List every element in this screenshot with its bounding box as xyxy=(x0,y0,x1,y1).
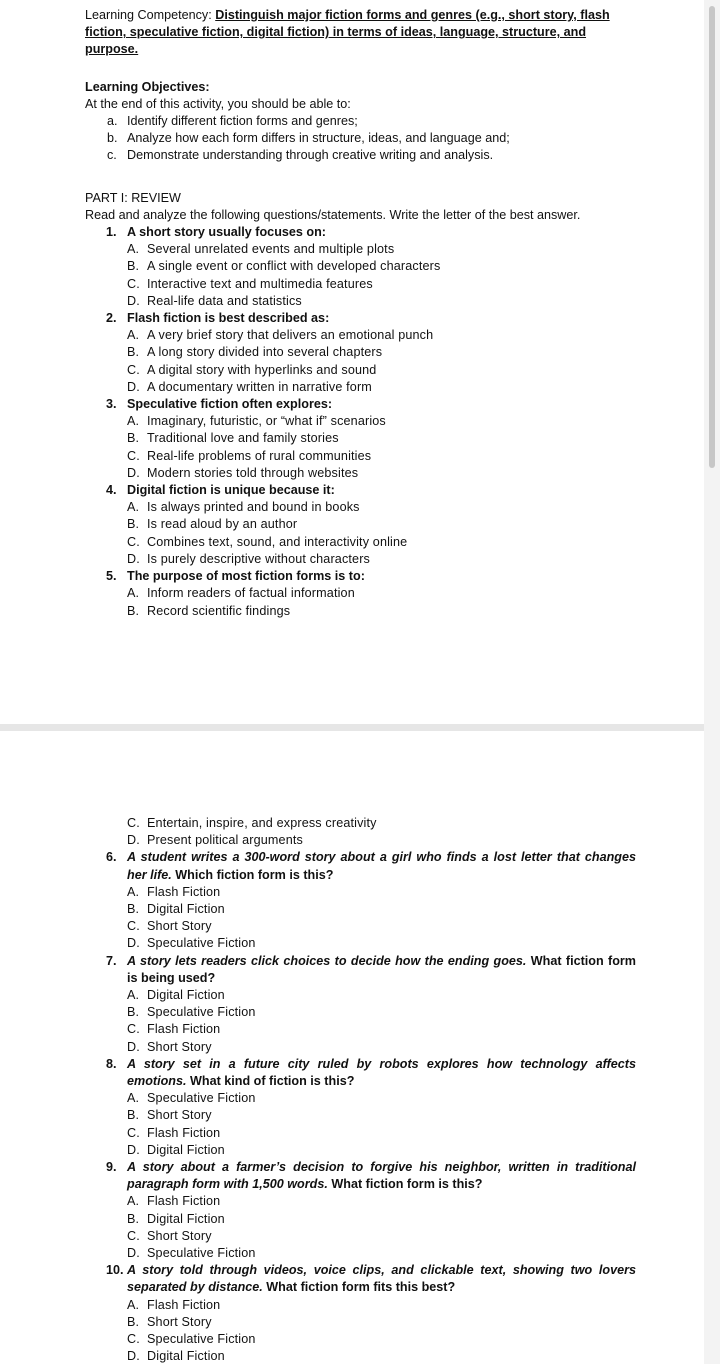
objectives-intro: At the end of this activity, you should be able to: xyxy=(85,96,351,111)
page-2-content xyxy=(85,815,636,1366)
question-prompt: Which fiction form is this? xyxy=(171,867,334,882)
question-item xyxy=(85,568,636,620)
option-text: Digital Fiction xyxy=(147,1142,225,1157)
objectives-list xyxy=(85,113,636,165)
option-letter: A. xyxy=(127,586,140,601)
question-stem xyxy=(85,1262,636,1296)
option-text: Digital Fiction xyxy=(147,1349,225,1364)
answer-option xyxy=(127,499,636,516)
objective-item xyxy=(107,130,636,147)
question-item xyxy=(85,1056,636,1159)
option-text: Short Story xyxy=(147,1314,212,1329)
option-text: Flash Fiction xyxy=(147,1297,221,1312)
question-stem xyxy=(85,482,636,499)
option-text: Flash Fiction xyxy=(147,884,221,899)
question-scenario: A story set in a future city ruled by robots explores how technology affects emotions. xyxy=(127,1056,636,1089)
answer-option xyxy=(127,1331,636,1348)
option-letter: B. xyxy=(127,345,140,360)
question-text: Speculative fiction often explores: xyxy=(127,397,333,412)
answer-options xyxy=(85,1193,636,1262)
option-text: Entertain, inspire, and express creativity xyxy=(147,816,377,830)
question-number: 9. xyxy=(106,1160,117,1175)
question-number: 3. xyxy=(106,397,117,412)
answer-option xyxy=(127,516,636,533)
scrollbar-track[interactable] xyxy=(704,0,720,1364)
option-text: Digital Fiction xyxy=(147,988,225,1003)
option-letter: C. xyxy=(127,816,140,830)
question-item xyxy=(85,310,636,396)
question-list-page-1 xyxy=(85,224,636,620)
answer-option xyxy=(127,918,636,935)
answer-options xyxy=(85,987,636,1056)
question-scenario: A story lets readers click choices to decide how the ending goes. xyxy=(127,953,527,968)
answer-option xyxy=(127,344,636,361)
option-text: A long story divided into several chapters xyxy=(147,345,383,360)
objective-item xyxy=(107,147,636,164)
question-item xyxy=(85,482,636,568)
question-item xyxy=(85,1262,636,1365)
option-letter: A. xyxy=(127,1297,140,1312)
option-letter: D. xyxy=(127,936,140,951)
question-text: Digital fiction is unique because it: xyxy=(127,483,335,498)
answer-option xyxy=(127,327,636,344)
question-prompt: What fiction form is this? xyxy=(327,1177,483,1192)
question-stem xyxy=(85,310,636,327)
question-number: 4. xyxy=(106,483,117,498)
answer-option xyxy=(127,1211,636,1228)
option-text: A very brief story that delivers an emotional punch xyxy=(147,328,434,343)
option-text: Inform readers of factual information xyxy=(147,586,355,601)
question-item xyxy=(85,849,636,952)
answer-option xyxy=(127,1348,636,1365)
option-text: A documentary written in narrative form xyxy=(147,379,372,394)
question-number: 8. xyxy=(106,1056,117,1071)
option-text: Short Story xyxy=(147,1039,212,1054)
answer-options xyxy=(85,1090,636,1159)
instructions: Read and analyze the following questions/statements. Write the letter of the best answer. xyxy=(85,207,581,222)
question-text: Flash fiction is best described as: xyxy=(127,311,330,326)
option-letter: B. xyxy=(127,1108,140,1123)
option-letter: C. xyxy=(127,1228,140,1243)
option-text: Flash Fiction xyxy=(147,1125,221,1140)
question-list-page-2 xyxy=(85,849,636,1365)
carryover-options xyxy=(85,815,636,849)
page-1-content xyxy=(85,7,636,620)
question-number: 7. xyxy=(106,953,117,968)
option-letter: B. xyxy=(127,259,140,274)
option-letter: B. xyxy=(127,902,140,917)
option-letter: C. xyxy=(127,1022,140,1037)
option-letter: B. xyxy=(127,1211,140,1226)
option-text: Speculative Fiction xyxy=(147,1091,256,1106)
objectives-heading: Learning Objectives: xyxy=(85,79,210,94)
answer-option xyxy=(127,1314,636,1331)
answer-option xyxy=(127,1193,636,1210)
option-letter: D. xyxy=(127,551,140,566)
question-prompt: What fiction form fits this best? xyxy=(262,1280,456,1295)
option-text: Digital Fiction xyxy=(147,902,225,917)
objective-marker: b. xyxy=(107,131,118,146)
answer-option xyxy=(127,379,636,396)
answer-option xyxy=(127,1245,636,1262)
option-letter: D. xyxy=(127,833,140,848)
option-text: Is read aloud by an author xyxy=(147,517,298,532)
objective-marker: c. xyxy=(107,148,117,163)
part-heading: PART I: REVIEW xyxy=(85,190,181,205)
question-prompt: What kind of fiction is this? xyxy=(186,1074,355,1089)
option-text: Flash Fiction xyxy=(147,1194,221,1209)
objective-marker: a. xyxy=(107,114,118,129)
answer-option xyxy=(127,362,636,379)
option-letter: C. xyxy=(127,919,140,934)
option-letter: C. xyxy=(127,448,140,463)
answer-option xyxy=(127,448,636,465)
scrollbar-thumb[interactable] xyxy=(709,6,715,468)
option-letter: D. xyxy=(127,1142,140,1157)
option-text: Present political arguments xyxy=(147,833,303,848)
option-text: Short Story xyxy=(147,1108,212,1123)
option-letter: B. xyxy=(127,517,140,532)
option-text: Digital Fiction xyxy=(147,1211,225,1226)
question-scenario: A story about a farmer’s decision to forgive his neighbor, written in traditional paragraph form with 1,500 words. xyxy=(127,1160,636,1192)
answer-option xyxy=(127,430,636,447)
option-letter: A. xyxy=(127,500,140,515)
option-letter: D. xyxy=(127,1246,140,1261)
answer-option xyxy=(127,241,636,258)
question-item xyxy=(85,953,636,1056)
option-text: Interactive text and multimedia features xyxy=(147,276,373,291)
answer-option xyxy=(127,901,636,918)
option-text: Real-life problems of rural communities xyxy=(147,448,372,463)
question-scenario: A student writes a 300-word story about a girl who finds a lost letter that changes her life. xyxy=(127,850,636,882)
question-stem xyxy=(85,1056,636,1090)
option-letter: A. xyxy=(127,414,140,429)
option-text: Is always printed and bound in books xyxy=(147,500,360,515)
answer-option xyxy=(127,534,636,551)
option-text: Imaginary, futuristic, or “what if” scenarios xyxy=(147,414,386,429)
question-stem xyxy=(85,1159,636,1193)
question-stem xyxy=(85,224,636,241)
option-letter: B. xyxy=(127,1314,140,1329)
option-letter: C. xyxy=(127,362,140,377)
answer-option xyxy=(127,1090,636,1107)
answer-option xyxy=(127,1107,636,1124)
option-text: A single event or conflict with developed characters xyxy=(147,259,441,274)
competency-label: Learning Competency: xyxy=(85,8,216,22)
objective-text: Identify different fiction forms and genres; xyxy=(127,114,358,129)
page-gap xyxy=(0,724,704,731)
option-text: Speculative Fiction xyxy=(147,1246,256,1261)
question-text: The purpose of most fiction forms is to: xyxy=(127,569,365,584)
option-letter: A. xyxy=(127,1194,140,1209)
option-text: Flash Fiction xyxy=(147,1022,221,1037)
option-letter: A. xyxy=(127,1091,140,1106)
option-letter: C. xyxy=(127,1125,140,1140)
option-letter: D. xyxy=(127,1039,140,1054)
option-text: Traditional love and family stories xyxy=(147,431,339,446)
question-number: 2. xyxy=(106,311,117,326)
option-letter: D. xyxy=(127,1349,140,1364)
learning-competency xyxy=(85,7,636,59)
answer-option xyxy=(127,815,636,832)
question-scenario: A story told through videos, voice clips, and clickable text, showing two lovers separated by distance. xyxy=(127,1263,636,1295)
answer-options xyxy=(85,413,636,482)
option-letter: D. xyxy=(127,465,140,480)
option-text: Several unrelated events and multiple plots xyxy=(147,242,395,257)
answer-option xyxy=(127,585,636,602)
answer-option xyxy=(127,465,636,482)
answer-options xyxy=(85,499,636,568)
option-text: A digital story with hyperlinks and sound xyxy=(147,362,377,377)
question-item xyxy=(85,224,636,310)
option-text: Speculative Fiction xyxy=(147,1332,256,1347)
answer-option xyxy=(127,1228,636,1245)
option-text: Modern stories told through websites xyxy=(147,465,359,480)
answer-option xyxy=(127,832,636,849)
answer-options xyxy=(85,585,636,619)
option-text: Combines text, sound, and interactivity online xyxy=(147,534,408,549)
competency-text: Distinguish major fiction forms and genres (e.g., short story, flash fiction, speculative fiction, digital fiction) in terms of ideas, language, structure, and purpose. xyxy=(85,8,610,57)
question-stem xyxy=(85,568,636,585)
answer-option xyxy=(127,1004,636,1021)
question-number: 6. xyxy=(106,850,117,865)
option-letter: D. xyxy=(127,293,140,308)
answer-option xyxy=(127,987,636,1004)
question-number: 1. xyxy=(106,225,117,240)
question-stem xyxy=(85,396,636,413)
option-letter: B. xyxy=(127,603,140,618)
answer-options xyxy=(85,327,636,396)
option-text: Short Story xyxy=(147,1228,212,1243)
answer-option xyxy=(127,1021,636,1038)
question-stem xyxy=(85,849,636,883)
option-text: Real-life data and statistics xyxy=(147,293,302,308)
answer-option xyxy=(127,276,636,293)
option-letter: C. xyxy=(127,534,140,549)
option-text: Short Story xyxy=(147,919,212,934)
option-letter: D. xyxy=(127,379,140,394)
answer-option xyxy=(127,551,636,568)
question-number: 5. xyxy=(106,569,117,584)
answer-options xyxy=(85,1297,636,1366)
answer-option xyxy=(127,1039,636,1056)
option-letter: B. xyxy=(127,431,140,446)
question-item xyxy=(85,396,636,482)
option-text: Speculative Fiction xyxy=(147,936,256,951)
option-text: Record scientific findings xyxy=(147,603,291,618)
answer-option xyxy=(127,1142,636,1159)
option-letter: A. xyxy=(127,884,140,899)
question-stem xyxy=(85,953,636,987)
option-letter: C. xyxy=(127,1332,140,1347)
answer-options xyxy=(85,884,636,953)
question-prompt: What fiction form is being used? xyxy=(127,953,636,985)
answer-options xyxy=(85,241,636,310)
answer-option xyxy=(127,884,636,901)
objective-text: Analyze how each form differs in structure, ideas, and language and; xyxy=(127,131,510,146)
answer-option xyxy=(127,603,636,620)
question-item xyxy=(85,1159,636,1262)
answer-option xyxy=(127,258,636,275)
question-number: 10. xyxy=(106,1263,124,1278)
option-letter: B. xyxy=(127,1005,140,1020)
answer-option xyxy=(127,293,636,310)
objective-text: Demonstrate understanding through creative writing and analysis. xyxy=(127,148,494,163)
question-text: A short story usually focuses on: xyxy=(127,225,326,240)
option-letter: A. xyxy=(127,242,140,257)
objective-item xyxy=(107,113,636,130)
answer-option xyxy=(127,1125,636,1142)
answer-option xyxy=(127,1297,636,1314)
option-text: Speculative Fiction xyxy=(147,1005,256,1020)
answer-option xyxy=(127,935,636,952)
option-letter: A. xyxy=(127,328,140,343)
answer-option xyxy=(127,413,636,430)
option-letter: C. xyxy=(127,276,140,291)
option-letter: A. xyxy=(127,988,140,1003)
option-text: Is purely descriptive without characters xyxy=(147,551,370,566)
